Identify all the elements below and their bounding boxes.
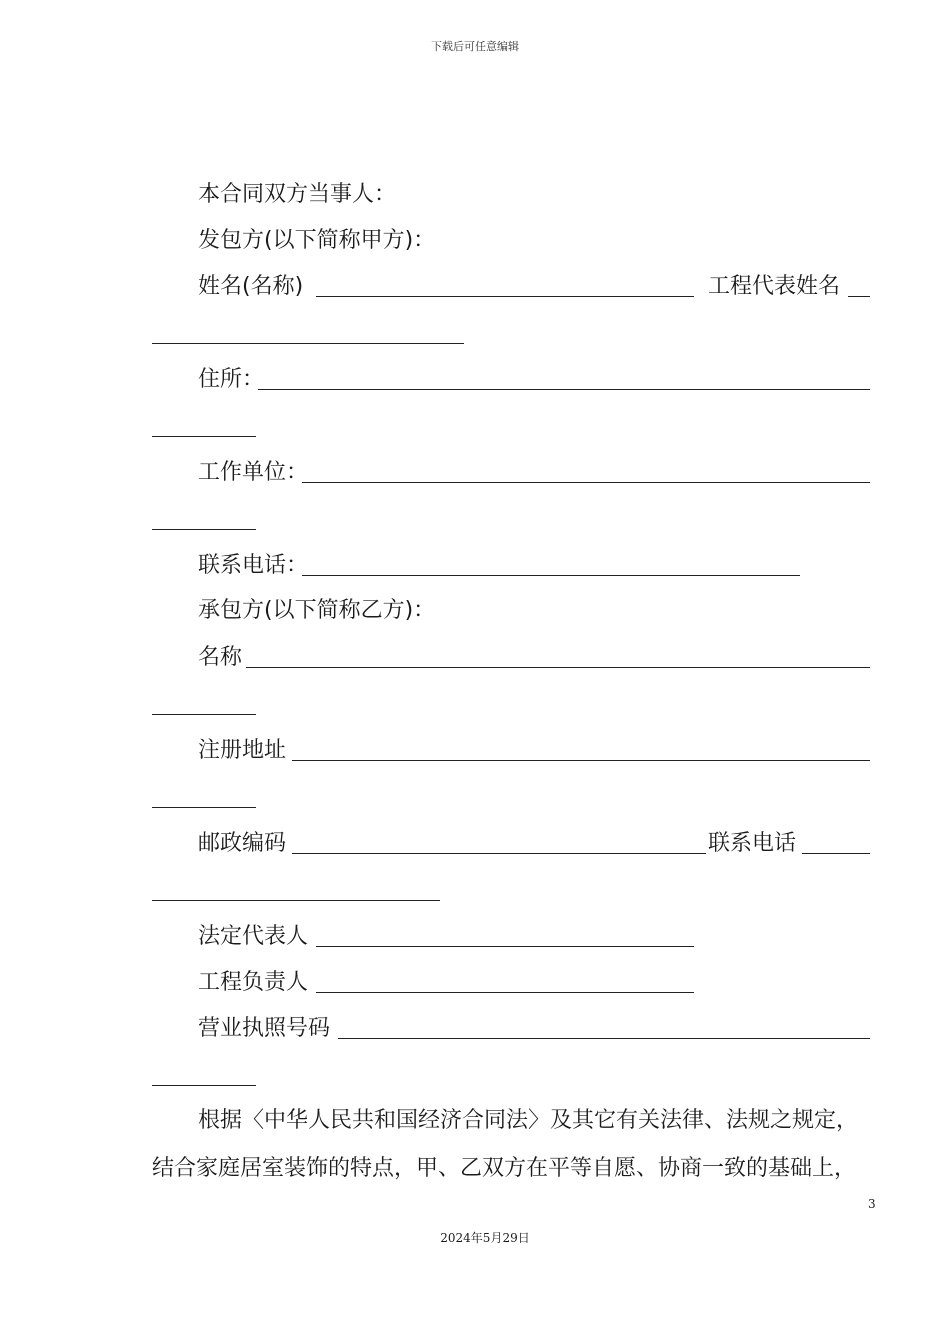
- page-header: 下载后可任意编辑: [431, 40, 519, 53]
- party-b-legal-rep-blank[interactable]: [316, 946, 694, 947]
- party-a-address-blank-cont[interactable]: [152, 436, 256, 437]
- party-a-name-label: 姓名(名称): [198, 274, 304, 299]
- body-paragraph-line-1: 根据〈中华人民共和国经济合同法〉及其它有关法律、法规之规定，: [198, 1108, 859, 1133]
- party-b-heading: 承包方(以下简称乙方)：: [198, 598, 436, 623]
- party-a-rep-label: 工程代表姓名: [708, 274, 841, 299]
- party-b-address-label: 注册地址: [198, 738, 287, 763]
- party-b-license-label: 营业执照号码: [198, 1016, 331, 1041]
- footer-date: 2024年5月29日: [440, 1231, 530, 1245]
- party-b-license-blank-cont[interactable]: [152, 1085, 256, 1086]
- party-a-rep-blank-cont[interactable]: [152, 343, 464, 344]
- party-b-legal-rep-label: 法定代表人: [198, 924, 309, 949]
- party-a-employer-blank-cont[interactable]: [152, 529, 256, 530]
- party-b-phone-blank[interactable]: [802, 853, 870, 854]
- parties-intro: 本合同双方当事人：: [198, 182, 397, 207]
- party-b-address-blank-cont[interactable]: [152, 807, 256, 808]
- party-b-postcode-label: 邮政编码: [198, 831, 287, 856]
- page-number: 3: [868, 1197, 876, 1211]
- party-b-license-blank[interactable]: [338, 1038, 870, 1039]
- party-b-name-blank-cont[interactable]: [152, 714, 256, 715]
- party-a-phone-blank[interactable]: [302, 575, 800, 576]
- party-b-address-blank[interactable]: [292, 760, 870, 761]
- party-a-name-blank[interactable]: [316, 296, 694, 297]
- party-a-address-label: 住所：: [198, 367, 265, 392]
- party-a-heading: 发包方(以下简称甲方)：: [198, 228, 436, 253]
- party-a-address-blank[interactable]: [258, 389, 870, 390]
- party-b-name-blank[interactable]: [246, 667, 870, 668]
- party-b-project-manager-label: 工程负责人: [198, 970, 309, 995]
- party-b-name-label: 名称: [198, 645, 243, 670]
- party-b-phone-blank-cont[interactable]: [152, 900, 440, 901]
- body-paragraph-line-2: 结合家庭居室装饰的特点，甲、乙双方在平等自愿、协商一致的基础上，: [152, 1156, 857, 1181]
- party-a-employer-label: 工作单位：: [198, 460, 309, 485]
- party-b-phone-label: 联系电话: [708, 831, 797, 856]
- party-a-rep-blank[interactable]: [848, 296, 870, 297]
- party-b-postcode-blank[interactable]: [292, 853, 706, 854]
- party-a-employer-blank[interactable]: [302, 482, 870, 483]
- party-b-project-manager-blank[interactable]: [316, 992, 694, 993]
- party-a-phone-label: 联系电话：: [198, 553, 309, 578]
